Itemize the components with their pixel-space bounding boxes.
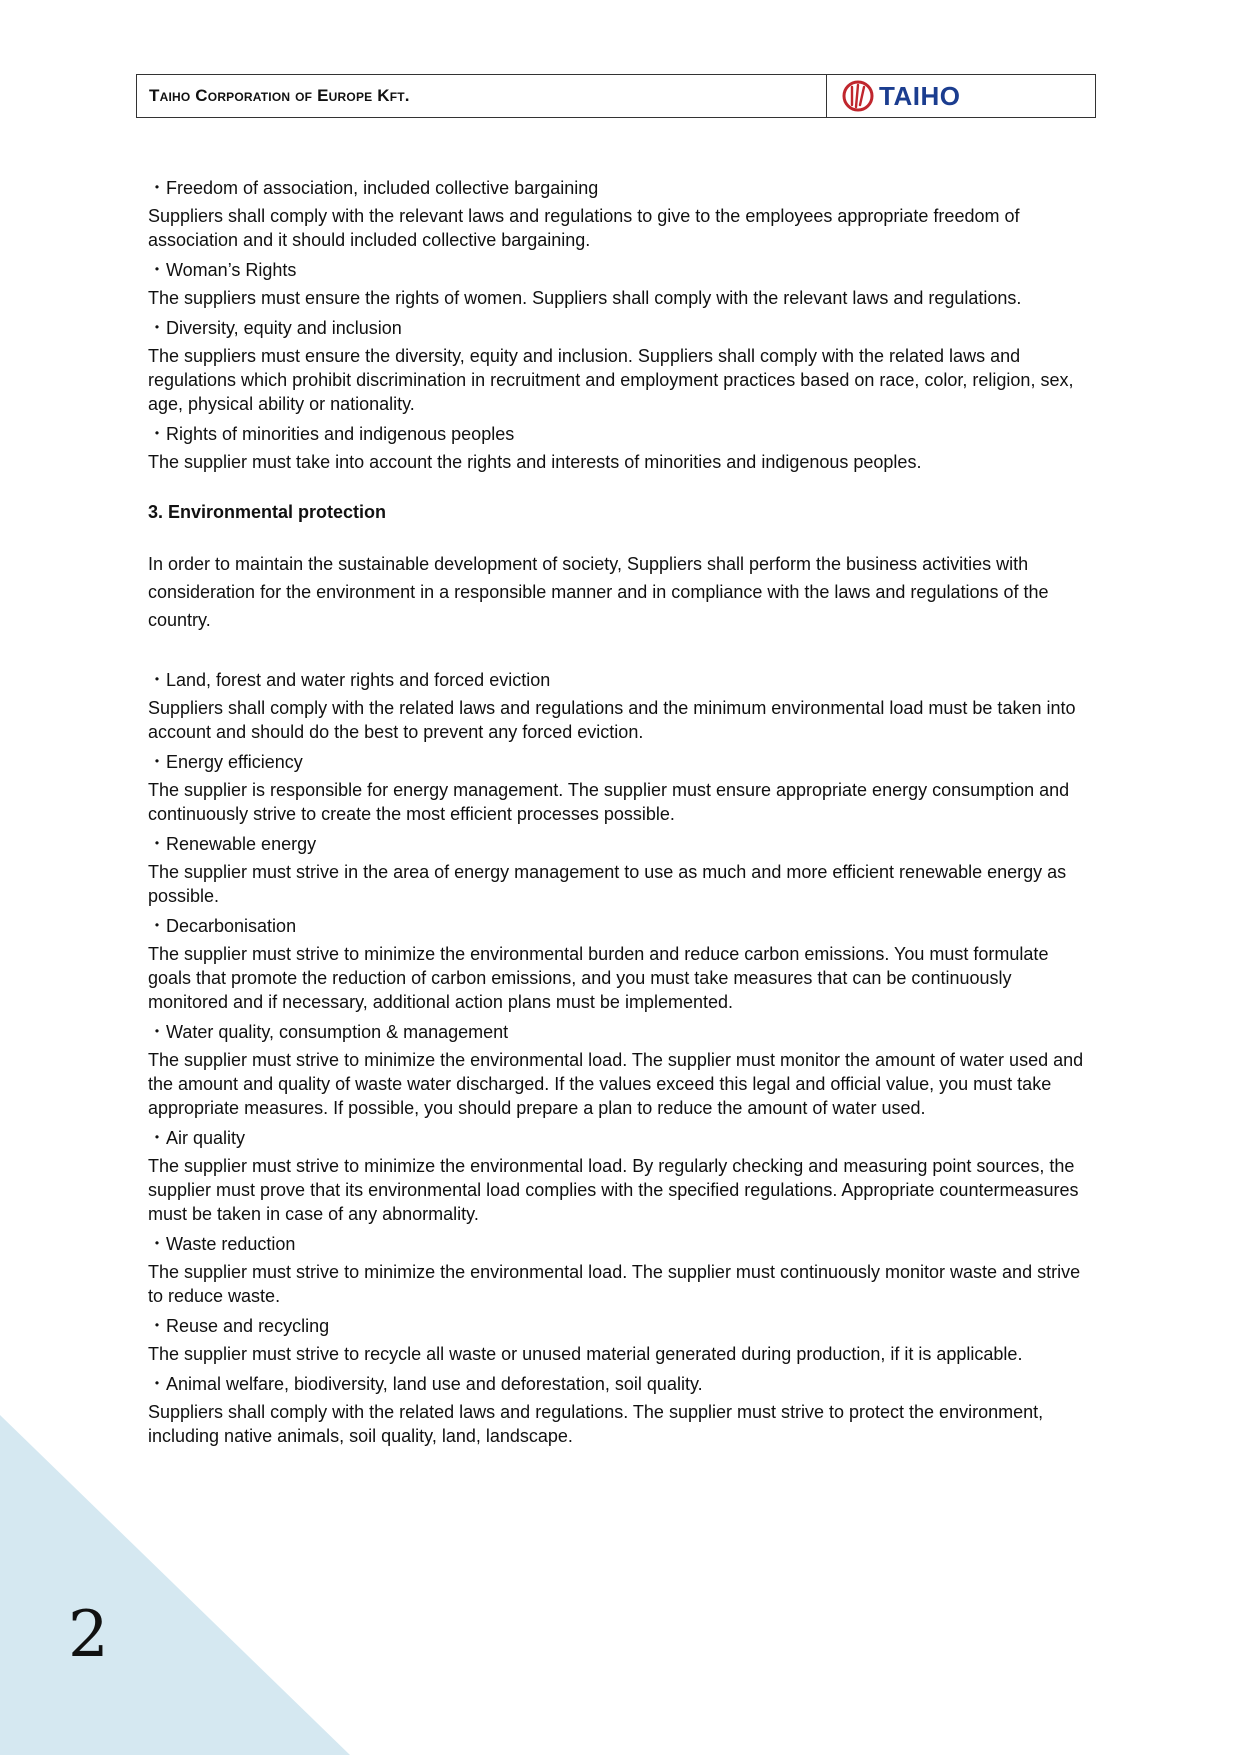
item-heading: ・Reuse and recycling — [148, 1316, 330, 1336]
item-heading: ・Rights of minorities and indigenous peoples — [148, 424, 515, 444]
item-body: The supplier is responsible for energy management. The supplier must ensure appropriate energy consumption and continuously strive to create the most efficient processes possible. — [148, 780, 1070, 824]
item-heading: ・Freedom of association, included collective bargaining — [148, 178, 599, 198]
item-body: The supplier must strive to minimize the environmental load. The supplier must monitor the amount of water used and the amount and quality of waste water discharged. If the values exceed this legal and official value, you must take appropriate measures. If possible, you should prepare a plan to reduce the amount of water used. — [148, 1050, 1084, 1118]
spacer — [148, 634, 1088, 662]
item-body: The supplier must strive to minimize the environmental load. By regularly checking and measuring point sources, the supplier must prove that its environmental load complies with the specified regulations. Appropriate countermeasures must be taken in case of any abnormality. — [148, 1156, 1079, 1224]
item-heading: ・Animal welfare, biodiversity, land use and deforestation, soil quality. — [148, 1374, 703, 1394]
item-heading: ・Waste reduction — [148, 1234, 296, 1254]
item-heading: ・Water quality, consumption & management — [148, 1022, 509, 1042]
item-body: The supplier must strive in the area of energy management to use as much and more efficient renewable energy as possible. — [148, 862, 1067, 906]
logo-text: TAIHO — [879, 80, 961, 111]
item-body: The supplier must strive to minimize the environmental load. The supplier must continuously monitor waste and strive to reduce waste. — [148, 1262, 1081, 1306]
item-body: Suppliers shall comply with the related laws and regulations and the minimum environmental load must be taken into account and should do the best to prevent any forced eviction. — [148, 698, 1076, 742]
item-body: The suppliers must ensure the rights of women. Suppliers shall comply with the relevant laws and regulations. — [148, 288, 1022, 308]
item-body: Suppliers shall comply with the related laws and regulations. The supplier must strive to protect the environment, including native animals, soil quality, land, landscape. — [148, 1402, 1044, 1446]
item-heading: ・Energy efficiency — [148, 752, 303, 772]
company-logo — [827, 75, 1095, 117]
item-body: The supplier must take into account the rights and interests of minorities and indigenous peoples. — [148, 452, 922, 472]
item-heading: ・Air quality — [148, 1128, 246, 1148]
document-body — [148, 176, 1088, 1448]
company-name: Taiho Corporation of Europe Kft. — [137, 75, 827, 117]
page-number: 2 — [68, 1598, 109, 1672]
item-body: The suppliers must ensure the diversity, equity and inclusion. Suppliers shall comply with the related laws and regulations which prohibit discrimination in recruitment and employment practices based on race, color, religion, sex, age, physical ability or nationality. — [148, 346, 1074, 414]
item-body: The supplier must strive to minimize the environmental burden and reduce carbon emissions. You must formulate goals that promote the reduction of carbon emissions, and you must take measures that can be continuously monitored and if necessary, additional action plans must be implemented. — [148, 944, 1049, 1012]
item-body: Suppliers shall comply with the relevant laws and regulations to give to the employees appropriate freedom of association and it should included collective bargaining. — [148, 206, 1020, 250]
section-title: 3. Environmental protection — [148, 502, 387, 522]
page-header — [136, 74, 1096, 118]
taiho-logo-icon — [841, 79, 875, 113]
item-heading: ・Woman’s Rights — [148, 260, 297, 280]
item-heading: ・Decarbonisation — [148, 916, 297, 936]
item-body: The supplier must strive to recycle all waste or unused material generated during production, if it is applicable. — [148, 1344, 1023, 1364]
corner-decoration — [0, 1415, 350, 1755]
item-heading: ・Land, forest and water rights and forced eviction — [148, 670, 551, 690]
item-heading: ・Diversity, equity and inclusion — [148, 318, 402, 338]
item-heading: ・Renewable energy — [148, 834, 317, 854]
section-intro: In order to maintain the sustainable development of society, Suppliers shall perform the business activities with consideration for the environment in a responsible manner and in compliance with the laws and regulations of the country. — [148, 554, 1049, 630]
